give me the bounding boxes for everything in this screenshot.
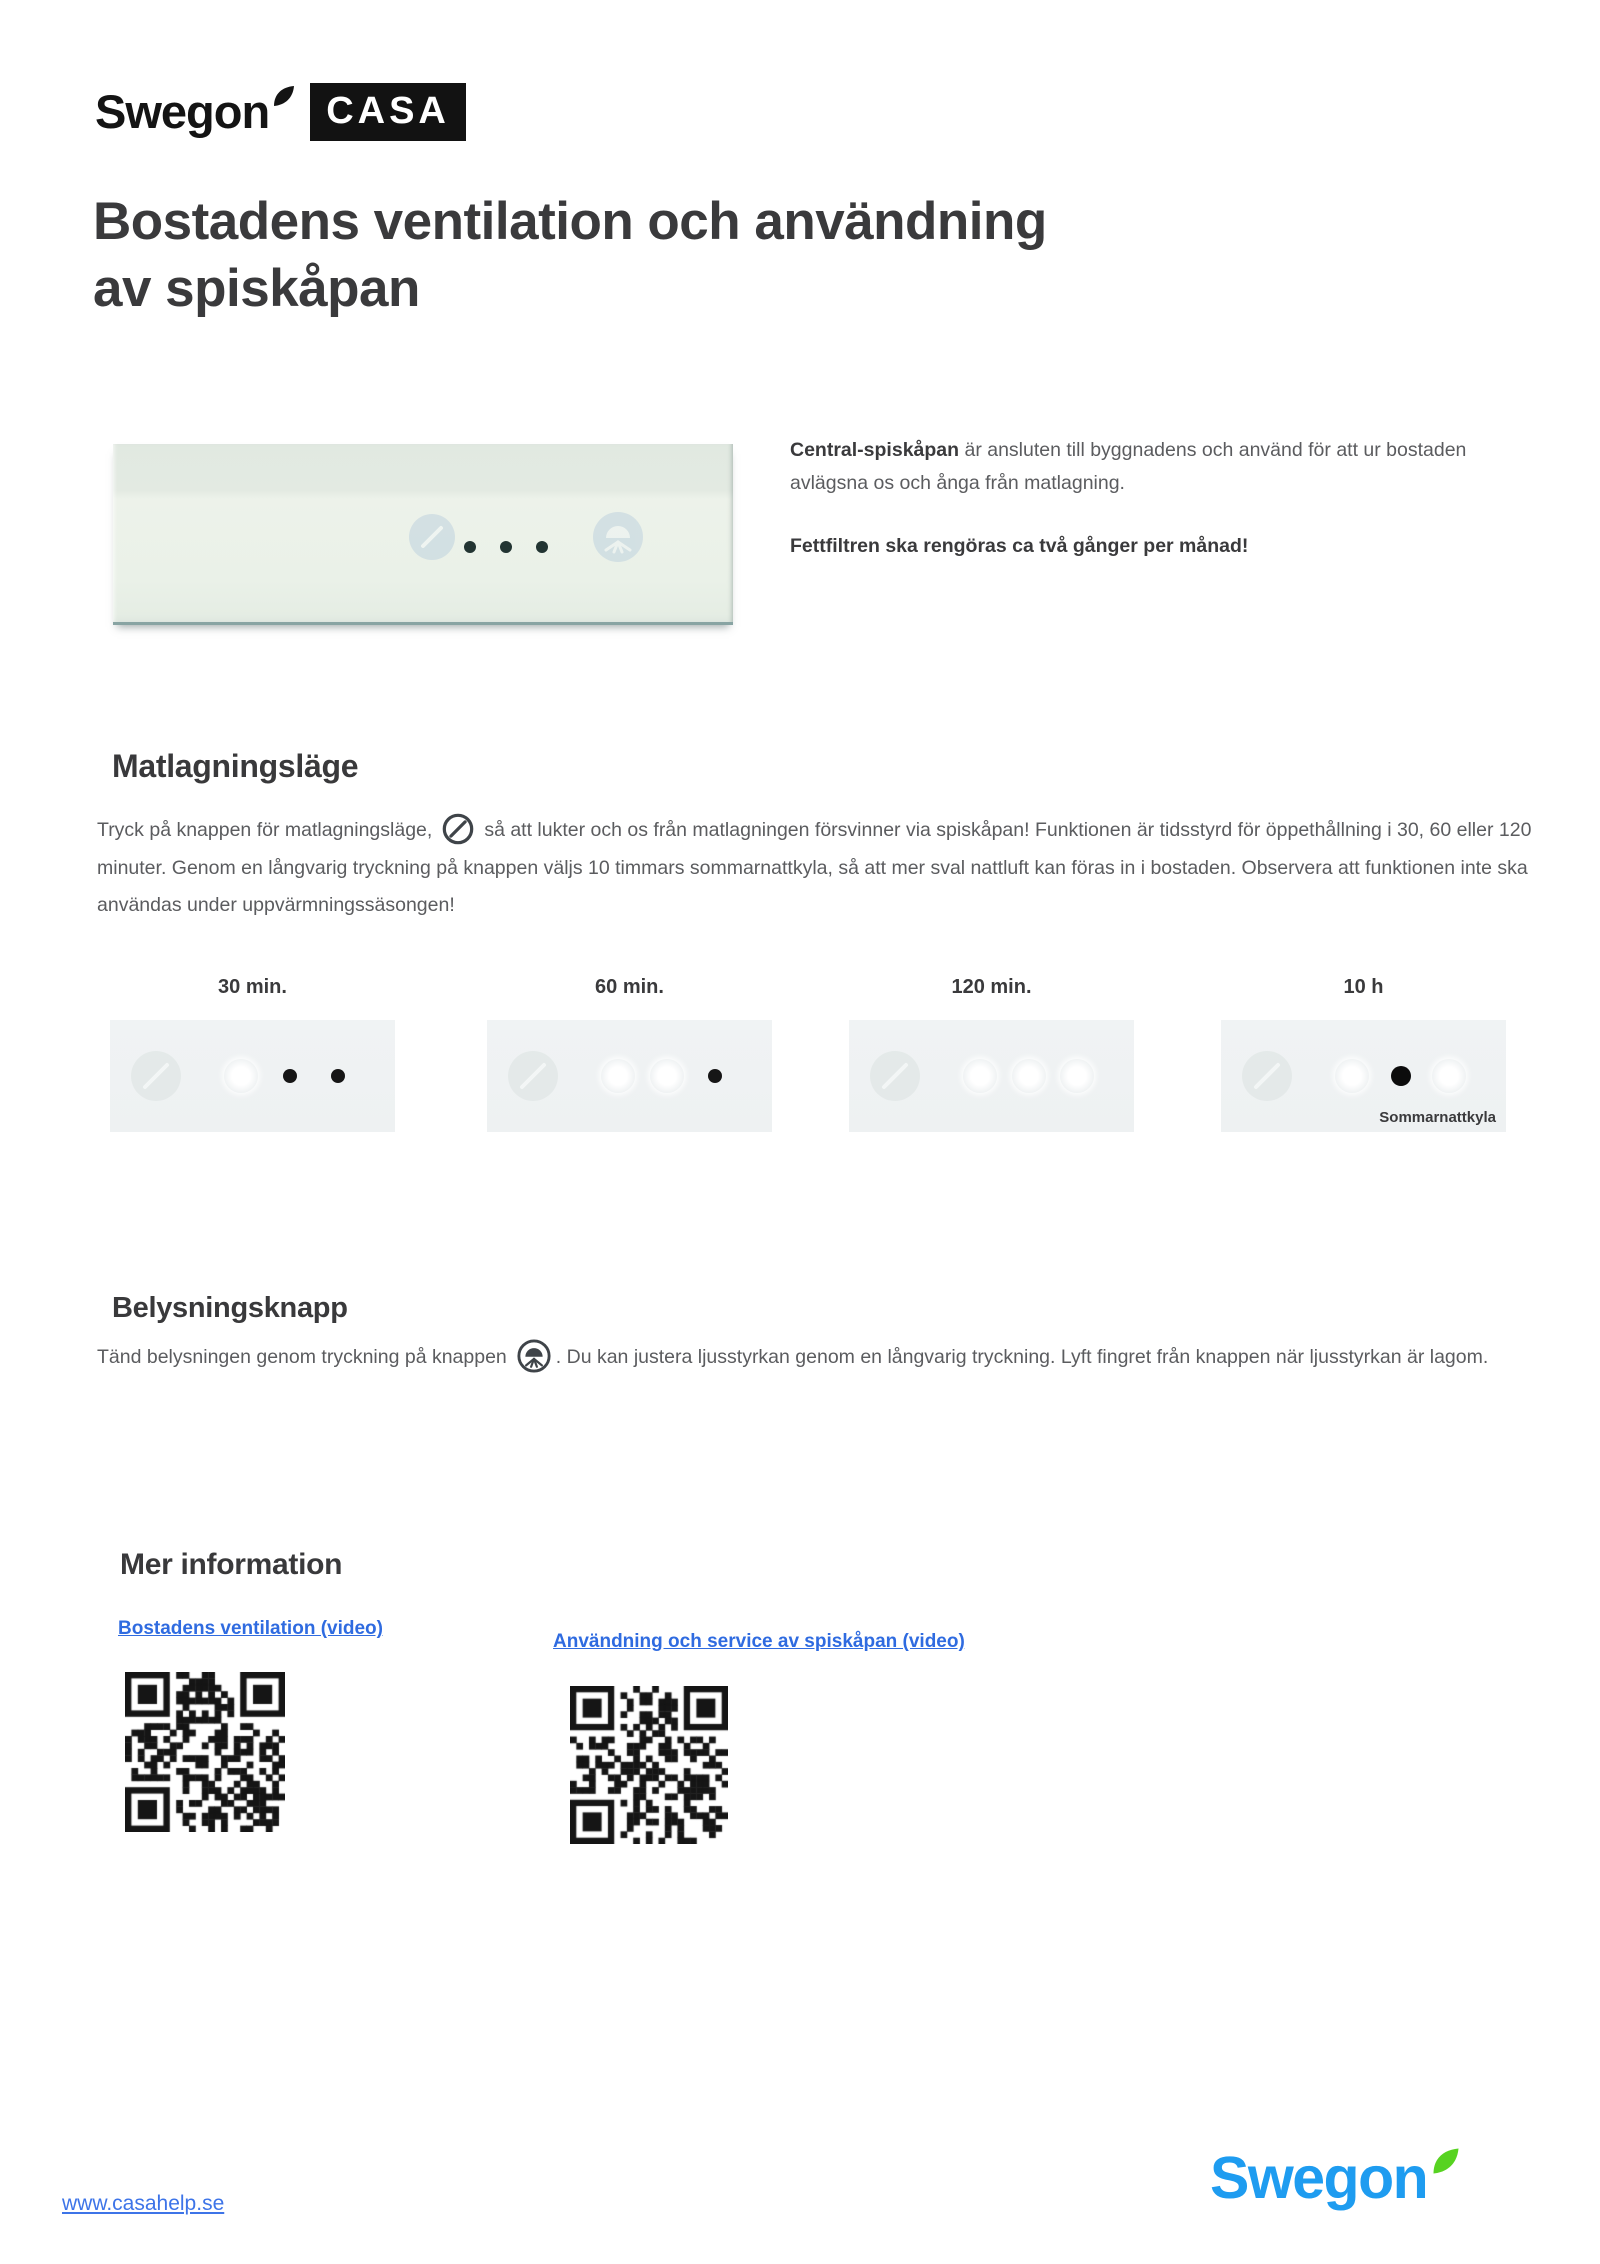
grease-filter-note: Fettfiltren ska rengöras ca två gånger per månad! — [790, 535, 1249, 557]
light-button-icon — [516, 1338, 552, 1374]
cooking-mode-icon — [441, 812, 475, 846]
light-paragraph-part1: Tänd belysningen genom tryckning på knappen — [97, 1346, 507, 1368]
footer-logo — [1210, 2142, 1461, 2214]
leaf-icon — [1431, 2146, 1461, 2176]
cooker-hood-photo — [113, 444, 733, 625]
mode-label: 120 min. — [951, 976, 1032, 998]
hood-control-panel — [1221, 1020, 1506, 1132]
led-indicator-dark — [708, 1069, 722, 1083]
led-indicator-on — [1432, 1059, 1466, 1093]
mode-figure-60min — [487, 976, 772, 1132]
intro-lead-bold: Central-spiskåpan — [790, 439, 960, 461]
cooking-mode-button-icon — [505, 1048, 561, 1104]
cooking-mode-button-icon — [867, 1048, 923, 1104]
page-title — [93, 188, 1393, 322]
led-indicator-on — [224, 1059, 258, 1093]
led-indicator-dark-big — [1391, 1066, 1411, 1086]
intro-text — [790, 434, 1525, 583]
led-indicator — [500, 541, 512, 553]
cooking-paragraph-part2: så att lukter och os från matlagningen försvinner via spiskåpan! Funktionen är tidsstyrd för öppethållning i 30, 60 eller 120 minuter. Genom en långvarig tryckning på knappen väljs 10 timmars sommarnattkyla, så att mer sval nattluft kan föras in i bostaden. Observera att funktionen inte ska användas under uppvärmningssäsongen! — [97, 819, 1532, 916]
led-indicator-on — [963, 1059, 997, 1093]
hood-control-panel — [110, 1020, 395, 1132]
cooking-mode-button-icon — [128, 1048, 184, 1104]
led-indicator — [464, 541, 476, 553]
mode-label: 10 h — [1343, 976, 1384, 998]
casa-badge: CASA — [310, 83, 466, 141]
light-button-icon — [593, 512, 643, 562]
cooking-mode-button-icon — [409, 514, 455, 560]
cooking-mode-button-icon — [1239, 1048, 1295, 1104]
intro-lead-rest: är ansluten till byggnadens och använd för att ur bostaden avlägsna os och ånga från matlagning. — [790, 439, 1467, 494]
page-title-line2: av spiskåpan — [93, 259, 420, 318]
qr-code-ventilation-video — [125, 1672, 285, 1832]
led-indicator — [536, 541, 548, 553]
led-indicator-on — [650, 1059, 684, 1093]
section-heading-more-info: Mer information — [120, 1548, 343, 1581]
led-indicator-on — [1060, 1059, 1094, 1093]
header-logo — [95, 82, 466, 142]
light-paragraph-part2: . Du kan justera ljusstyrkan genom en långvarig tryckning. Lyft fingret från knappen när ljusstyrkan är lagom. — [555, 1346, 1489, 1368]
hood-control-panel — [487, 1020, 772, 1132]
led-indicator-dark — [283, 1069, 297, 1083]
mode-row — [0, 976, 1600, 1166]
mode-caption: Sommarnattkyla — [1379, 1109, 1496, 1126]
mode-label: 60 min. — [595, 976, 664, 998]
mode-figure-120min — [849, 976, 1134, 1132]
swegon-wordmark: Swegon — [1210, 2145, 1428, 2211]
led-indicator-on — [1012, 1059, 1046, 1093]
qr-code-hood-service-video — [570, 1686, 728, 1844]
section-heading-light-button: Belysningsknapp — [112, 1292, 348, 1324]
led-indicator-dark — [331, 1069, 345, 1083]
light-button-paragraph — [97, 1337, 1547, 1378]
hood-control-panel — [849, 1020, 1134, 1132]
mode-figure-30min — [110, 976, 395, 1132]
leaf-icon — [272, 84, 296, 108]
led-indicator-on — [601, 1059, 635, 1093]
swegon-wordmark: Swegon — [95, 85, 270, 138]
cooking-paragraph-part1: Tryck på knappen för matlagningsläge, — [97, 819, 433, 842]
link-hood-service-video[interactable]: Användning och service av spiskåpan (video) — [553, 1631, 965, 1652]
cooking-mode-paragraph — [97, 812, 1547, 924]
mode-figure-10h — [1221, 976, 1506, 1132]
mode-label: 30 min. — [218, 976, 287, 998]
page-title-line1: Bostadens ventilation och användning — [93, 192, 1047, 251]
section-heading-cooking-mode: Matlagningsläge — [112, 748, 359, 784]
led-indicator-on — [1335, 1059, 1369, 1093]
link-casahelp[interactable]: www.casahelp.se — [62, 2192, 225, 2215]
link-home-ventilation-video[interactable]: Bostadens ventilation (video) — [118, 1618, 383, 1639]
